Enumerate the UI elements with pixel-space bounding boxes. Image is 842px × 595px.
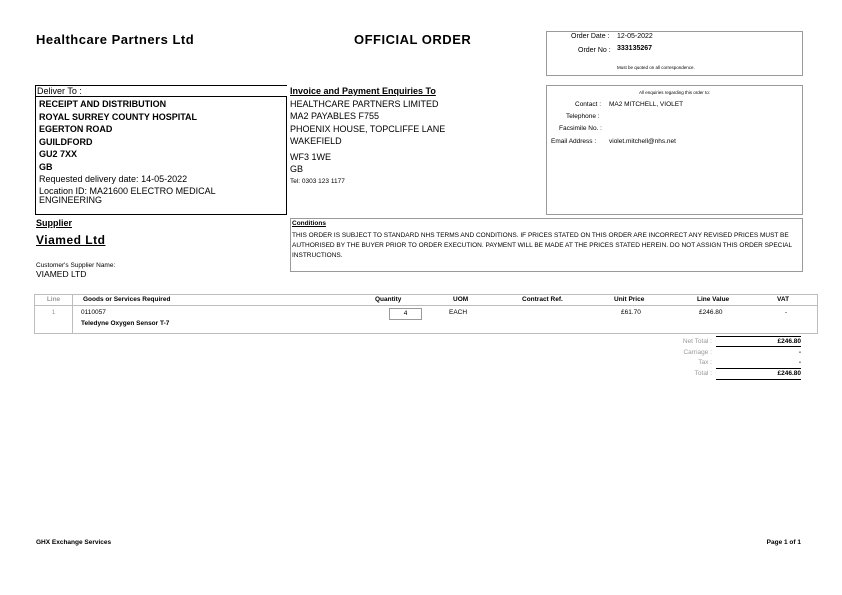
invoice-line: MA2 PAYABLES F755 (290, 111, 380, 121)
supplier-title: Supplier (36, 218, 73, 228)
col-quantity: Quantity (375, 296, 402, 303)
tax-label: Tax : (698, 359, 712, 366)
order-date-label: Order Date : (571, 33, 610, 40)
invoice-line: WAKEFIELD (290, 136, 342, 146)
row-vat: - (785, 309, 788, 316)
contact-label: Contact : (575, 101, 602, 108)
deliver-line: ROYAL SURREY COUNTY HOSPITAL (39, 111, 198, 122)
deliver-line: RECEIPT AND DISTRIBUTION (39, 99, 167, 109)
location-id: Location ID: MA21600 ELECTRO MEDICAL (39, 185, 216, 196)
col-uom: UOM (453, 296, 469, 303)
invoice-line: PHOENIX HOUSE, TOPCLIFFE LANE (290, 123, 446, 134)
total-label: Total : (694, 370, 712, 377)
email-label: Email Address : (551, 138, 597, 145)
conditions-text: THIS ORDER IS SUBJECT TO STANDARD NHS TERMS AND CONDITIONS. IF PRICES STATED ON THIS ORDER ARE INCORRECT ANY REVISED PRICES MUST BE AUTHORISED BY THE BUYER PRIOR TO ORDER EXECUTION. PAYMENT WILL BE MADE AT THE PRICES STATED HEREIN. DO NOT ASSIGN THIS ORDER SPECIAL INSTRUCTIONS. (292, 232, 792, 259)
row-unit-price: £61.70 (621, 309, 641, 316)
col-line-value: Line Value (697, 296, 730, 303)
col-goods: Goods or Services Required (83, 296, 171, 303)
order-lines-table (34, 294, 818, 334)
row-line-no: 1 (51, 309, 56, 316)
customer-supplier-label: Customer's Supplier Name: (36, 262, 116, 269)
order-info-box (546, 31, 803, 76)
page-number: Page 1 of 1 (766, 539, 801, 546)
company-name: Healthcare Partners Ltd (36, 32, 195, 47)
carriage-label: Carriage : (683, 349, 712, 356)
totals-rule (716, 379, 801, 380)
invoice-line: GB (290, 164, 304, 174)
conditions-title: Conditions (292, 220, 326, 227)
row-item-code: 0110057 (81, 309, 106, 316)
customer-supplier-value: VIAMED LTD (36, 269, 87, 279)
row-line-value: £246.80 (699, 309, 723, 316)
quote-note: Must be quoted on all correspondence. (617, 65, 695, 70)
col-vat: VAT (777, 296, 790, 303)
facsimile-label: Facsimile No. : (559, 125, 602, 132)
order-no-value: 333135267 (617, 45, 653, 52)
deliver-line: GUILDFORD (39, 136, 93, 147)
enquiries-box (546, 85, 803, 215)
document-title: OFFICIAL ORDER (354, 32, 472, 47)
col-line: Line (46, 296, 61, 303)
email-value: violet.mitchell@nhs.net (609, 138, 676, 145)
conditions-box (290, 218, 803, 272)
location-id-cont: ENGINEERING (39, 194, 103, 205)
invoice-line: WF3 1WE (290, 151, 332, 162)
supplier-name: Viamed Ltd (36, 233, 106, 247)
contact-value: MA2 MITCHELL, VIOLET (609, 101, 684, 108)
telephone-label: Telephone : (566, 113, 600, 120)
carriage-value: - (798, 349, 801, 356)
order-date-value: 12-05-2022 (617, 33, 653, 40)
totals-rule (716, 346, 801, 347)
invoice-tel: Tel: 0303 123 1177 (290, 177, 345, 185)
column-divider (72, 295, 73, 333)
totals-rule (716, 336, 801, 337)
deliver-line: GB (39, 161, 53, 172)
invoice-title: Invoice and Payment Enquiries To (290, 86, 436, 96)
tax-value: - (798, 359, 801, 366)
enquiries-head: All enquiries regarding this order to: (638, 90, 711, 95)
order-no-label: Order No : (578, 47, 611, 54)
totals-rule (716, 368, 801, 369)
deliver-line: EGERTON ROAD (39, 124, 113, 134)
row-item-description: Teledyne Oxygen Sensor T-7 (81, 320, 170, 327)
col-contract-ref: Contract Ref. (522, 296, 563, 303)
net-total-value: £246.80 (777, 338, 801, 345)
col-unit-price: Unit Price (614, 296, 645, 303)
invoice-line: HEALTHCARE PARTNERS LIMITED (290, 98, 439, 109)
deliver-to-title: Deliver To : (36, 86, 287, 97)
invoice-address (290, 85, 540, 188)
requested-delivery-date: Requested delivery date: 14-05-2022 (39, 174, 188, 184)
row-uom: EACH (449, 309, 468, 316)
footer-provider: GHX Exchange Services (36, 539, 112, 546)
total-value: £246.80 (777, 370, 801, 377)
deliver-line: GU2 7XX (39, 149, 78, 159)
net-total-label: Net Total : (682, 338, 712, 345)
row-quantity: 4 (389, 308, 422, 320)
deliver-to-box (35, 85, 287, 215)
